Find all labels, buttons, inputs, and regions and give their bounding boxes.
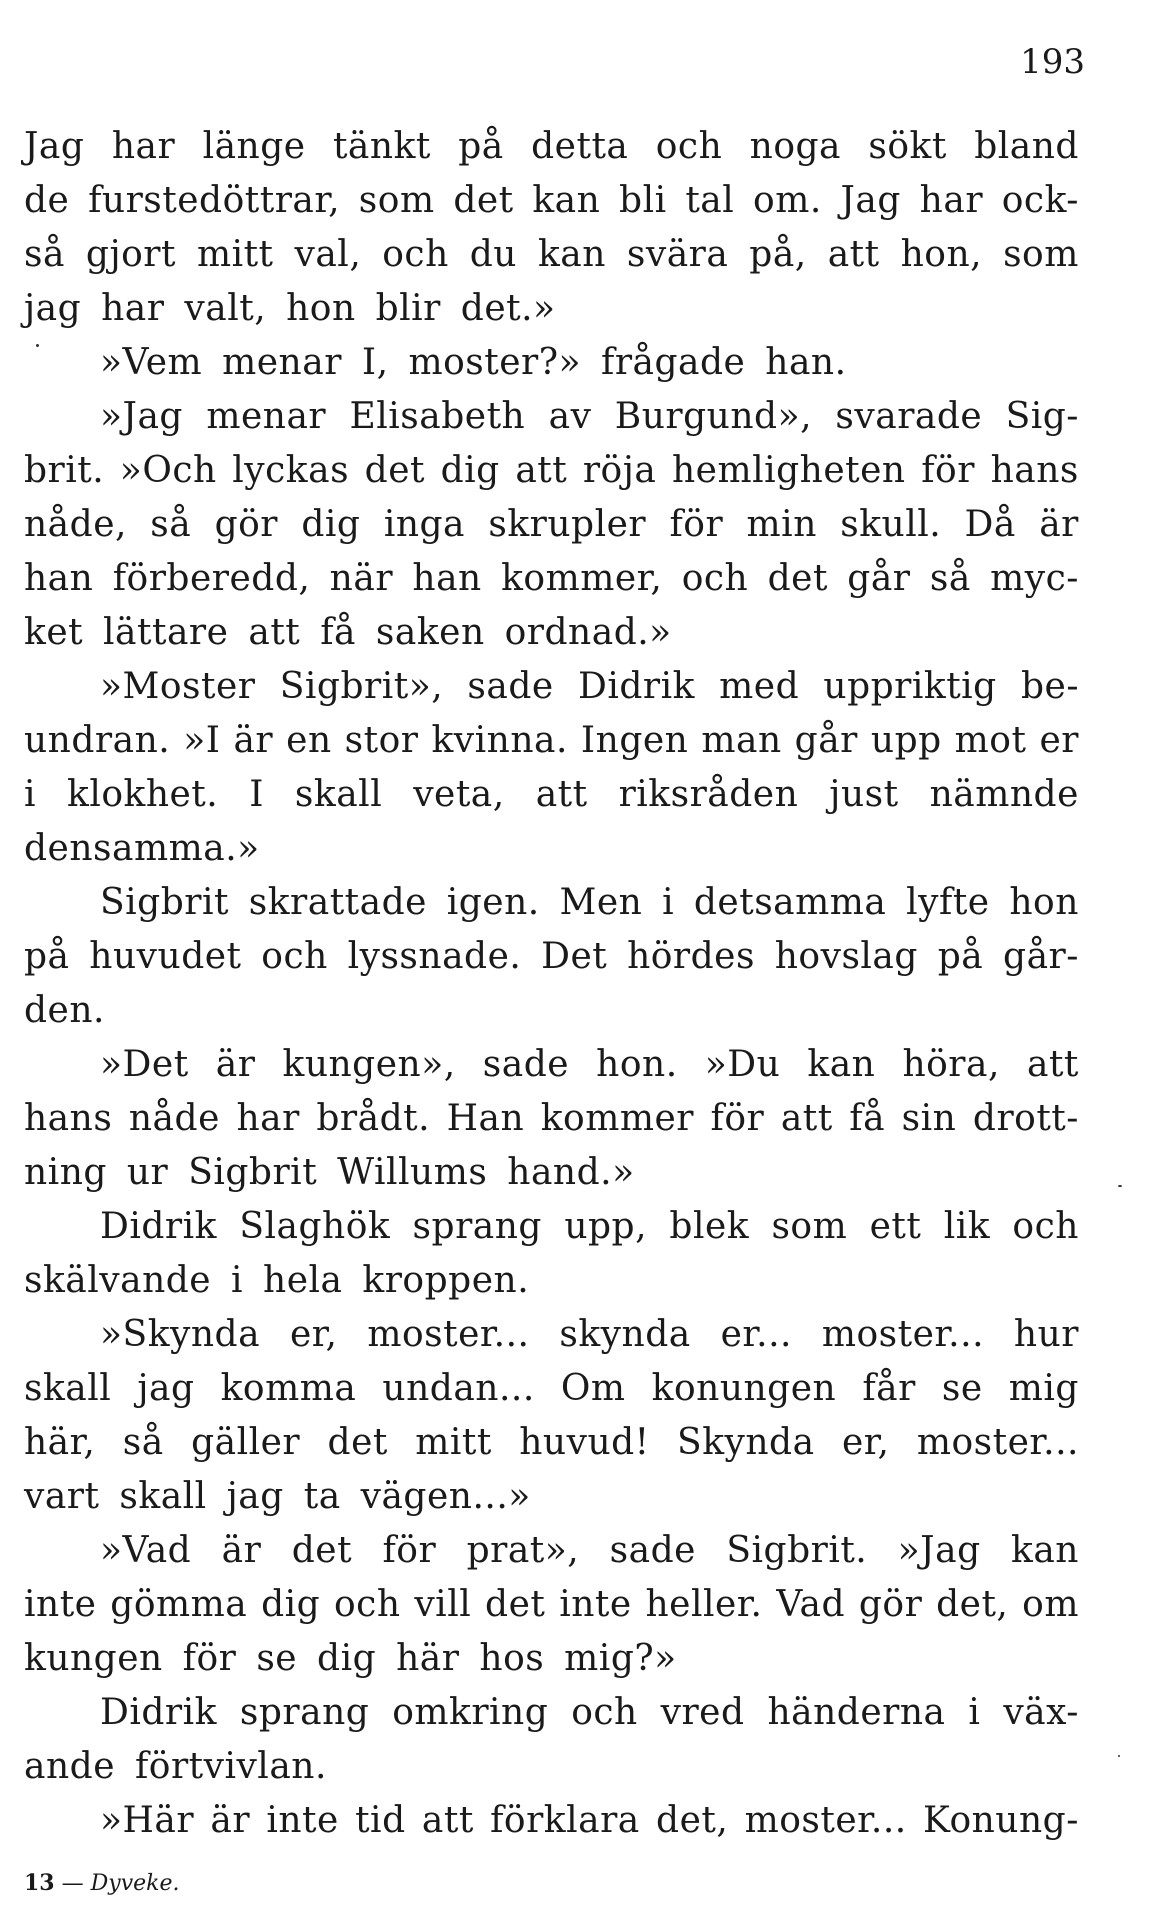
word: Sigbrit bbox=[100, 882, 229, 923]
word: röja bbox=[582, 450, 657, 491]
word: det, bbox=[656, 1800, 729, 1841]
word: på bbox=[24, 936, 70, 977]
word: »Och bbox=[119, 450, 217, 491]
scan-speck bbox=[36, 344, 39, 347]
word: »Det bbox=[100, 1044, 189, 1085]
printer-signature-mark: 13 bbox=[24, 1870, 55, 1896]
word: nämnde bbox=[929, 774, 1079, 815]
word: länge bbox=[202, 126, 306, 167]
word: Didrik bbox=[100, 1206, 217, 1247]
word: Jag bbox=[840, 180, 901, 221]
word: är bbox=[233, 720, 274, 761]
word: Konung- bbox=[923, 1800, 1079, 1841]
word: sökt bbox=[868, 126, 947, 167]
word: det bbox=[453, 180, 514, 221]
word: sprang bbox=[412, 1206, 542, 1247]
word: man bbox=[701, 720, 782, 761]
word: att bbox=[515, 450, 568, 491]
word: du bbox=[469, 234, 517, 275]
word: Om bbox=[560, 1368, 626, 1409]
page-number: 193 bbox=[1020, 42, 1085, 82]
word: sin bbox=[901, 1098, 957, 1139]
word: moster... bbox=[367, 1314, 530, 1355]
word: på, bbox=[749, 234, 807, 275]
line-text: jag har valt, hon blir det.» bbox=[24, 288, 556, 329]
word: det bbox=[485, 1584, 546, 1625]
word: Vad bbox=[776, 1584, 846, 1625]
word: som bbox=[358, 180, 435, 221]
word: att bbox=[1027, 1044, 1079, 1085]
word: moster... bbox=[916, 1422, 1079, 1463]
word: och bbox=[382, 234, 449, 275]
word: han bbox=[412, 558, 482, 599]
word: vred bbox=[660, 1692, 745, 1733]
word: huvudet bbox=[89, 936, 242, 977]
word: detta bbox=[531, 126, 629, 167]
word: gömma bbox=[110, 1584, 248, 1625]
word: av bbox=[548, 396, 592, 437]
word: gäller bbox=[191, 1422, 301, 1463]
word: och bbox=[1012, 1206, 1079, 1247]
word: så bbox=[24, 234, 65, 275]
word: gör bbox=[858, 1584, 923, 1625]
word: för bbox=[669, 504, 724, 545]
text-line bbox=[24, 228, 1079, 282]
word: prat», bbox=[466, 1530, 580, 1571]
word: kungen», bbox=[282, 1044, 456, 1085]
word: moster... bbox=[744, 1800, 907, 1841]
word: Sigbrit», bbox=[279, 666, 444, 707]
word: får bbox=[862, 1368, 916, 1409]
word: han bbox=[24, 558, 94, 599]
word: och bbox=[334, 1584, 401, 1625]
text-line bbox=[24, 714, 1079, 768]
word: går bbox=[847, 558, 911, 599]
text-line bbox=[24, 1578, 1079, 1632]
word: förberedd, bbox=[112, 558, 311, 599]
word: Ingen bbox=[580, 720, 689, 761]
word: Det bbox=[541, 936, 608, 977]
scan-speck bbox=[1118, 1185, 1122, 1187]
word: upp bbox=[870, 720, 942, 761]
text-line bbox=[24, 1308, 1079, 1362]
word: hovslag bbox=[774, 936, 918, 977]
text-line bbox=[24, 444, 1079, 498]
word: Elisabeth bbox=[349, 396, 526, 437]
word: Didrik bbox=[100, 1692, 217, 1733]
word: skull. bbox=[840, 504, 942, 545]
text-line bbox=[24, 174, 1079, 228]
word: förklara bbox=[490, 1800, 640, 1841]
word: så bbox=[122, 1422, 164, 1463]
word: det bbox=[291, 1530, 353, 1571]
word: sade bbox=[467, 666, 554, 707]
word: lik bbox=[943, 1206, 991, 1247]
word: moster... bbox=[821, 1314, 985, 1355]
word: komma bbox=[220, 1368, 357, 1409]
word: upp, bbox=[564, 1206, 648, 1247]
word: en bbox=[286, 720, 332, 761]
word: noga bbox=[749, 126, 842, 167]
text-line bbox=[24, 390, 1079, 444]
word: riksråden bbox=[618, 774, 799, 815]
body-text bbox=[24, 120, 1079, 1848]
text-line bbox=[24, 1794, 1079, 1848]
word: kommer, bbox=[501, 558, 663, 599]
word: omkring bbox=[392, 1692, 549, 1733]
word: skynda bbox=[559, 1314, 691, 1355]
text-line bbox=[24, 1740, 1079, 1794]
word: konungen bbox=[651, 1368, 837, 1409]
text-line bbox=[24, 336, 1079, 390]
word: kan bbox=[532, 180, 601, 221]
word: heller. bbox=[645, 1584, 763, 1625]
word: Han bbox=[446, 1098, 525, 1139]
word: inga bbox=[383, 504, 466, 545]
word: kan bbox=[537, 234, 606, 275]
word: lyssnade. bbox=[347, 936, 522, 977]
word: nåde bbox=[128, 1098, 220, 1139]
word: I bbox=[249, 774, 264, 815]
word: på bbox=[937, 936, 984, 977]
word: händerna bbox=[767, 1692, 946, 1733]
word: är bbox=[1039, 504, 1079, 545]
footer-book-title: Dyveke. bbox=[90, 1871, 180, 1896]
word: mitt bbox=[415, 1422, 492, 1463]
word: hon. bbox=[596, 1044, 678, 1085]
word: detsamma bbox=[693, 882, 887, 923]
word: veta, bbox=[413, 774, 505, 815]
word: här, bbox=[24, 1422, 96, 1463]
word: som bbox=[1003, 234, 1079, 275]
word: har bbox=[919, 180, 984, 221]
word: brådt. bbox=[316, 1098, 431, 1139]
text-line bbox=[24, 1524, 1079, 1578]
line-text: den. bbox=[24, 990, 105, 1031]
text-line bbox=[24, 1200, 1079, 1254]
word: och bbox=[261, 936, 328, 977]
word: skrupler bbox=[488, 504, 647, 545]
line-text: vart skall jag ta vägen...» bbox=[24, 1476, 531, 1517]
word: hördes bbox=[627, 936, 755, 977]
word: brit. bbox=[24, 450, 105, 491]
word: »Här bbox=[100, 1800, 195, 1841]
word: »Vad bbox=[100, 1530, 192, 1571]
word: i bbox=[968, 1692, 981, 1733]
word: Burgund», bbox=[614, 396, 813, 437]
word: hur bbox=[1013, 1314, 1079, 1355]
word: lyckas bbox=[232, 450, 350, 491]
text-line bbox=[24, 498, 1079, 552]
word: klokhet. bbox=[67, 774, 219, 815]
word: uppriktig bbox=[823, 666, 997, 707]
word: sade bbox=[609, 1530, 696, 1571]
word: om. bbox=[753, 180, 822, 221]
word: Sig- bbox=[1005, 396, 1079, 437]
word: och bbox=[571, 1692, 638, 1733]
word: att bbox=[827, 234, 880, 275]
word: huvud! bbox=[519, 1422, 650, 1463]
text-line bbox=[24, 660, 1079, 714]
word: så bbox=[150, 504, 192, 545]
line-text: kungen för se dig här hos mig?» bbox=[24, 1638, 677, 1679]
word: val, bbox=[294, 234, 362, 275]
word: för bbox=[921, 450, 975, 491]
line-text: skälvande i hela kroppen. bbox=[24, 1260, 530, 1301]
word: det, bbox=[936, 1584, 1009, 1625]
footer-dash: — bbox=[61, 1871, 84, 1896]
word: som bbox=[771, 1206, 848, 1247]
word: er, bbox=[841, 1422, 890, 1463]
text-line bbox=[24, 1686, 1079, 1740]
word: mig bbox=[1008, 1368, 1079, 1409]
text-line bbox=[24, 1254, 1079, 1308]
word: Didrik bbox=[577, 666, 695, 707]
word: menar bbox=[206, 396, 327, 437]
word: för bbox=[382, 1530, 437, 1571]
text-line bbox=[24, 930, 1079, 984]
text-line bbox=[24, 822, 1079, 876]
word: hemligheten bbox=[671, 450, 906, 491]
word: Slaghök bbox=[239, 1206, 391, 1247]
text-line bbox=[24, 606, 1079, 660]
word: kan bbox=[807, 1044, 876, 1085]
word: inte bbox=[24, 1584, 97, 1625]
scan-speck bbox=[1118, 1755, 1120, 1757]
word: har bbox=[236, 1098, 300, 1139]
word: stor bbox=[344, 720, 419, 761]
word: »I bbox=[183, 720, 221, 761]
word: myc- bbox=[990, 558, 1079, 599]
word: furstedöttrar, bbox=[88, 180, 341, 221]
text-line bbox=[24, 1632, 1079, 1686]
word: igen. bbox=[446, 882, 540, 923]
word: har bbox=[111, 126, 176, 167]
word: när bbox=[329, 558, 394, 599]
word: skall bbox=[24, 1368, 112, 1409]
word: svära bbox=[626, 234, 729, 275]
word: tid bbox=[355, 1800, 406, 1841]
word: så bbox=[929, 558, 971, 599]
line-text: densamma.» bbox=[24, 828, 260, 869]
word: och bbox=[681, 558, 749, 599]
text-line bbox=[24, 768, 1079, 822]
word: sprang bbox=[239, 1692, 370, 1733]
word: sade bbox=[482, 1044, 570, 1085]
word: vill bbox=[414, 1584, 472, 1625]
word: hon, bbox=[900, 234, 983, 275]
word: just bbox=[829, 774, 899, 815]
word: drott- bbox=[972, 1098, 1079, 1139]
word: är bbox=[221, 1530, 262, 1571]
word: Sigbrit. bbox=[726, 1530, 868, 1571]
text-line bbox=[24, 282, 1079, 336]
word: er bbox=[1039, 720, 1079, 761]
word: dig bbox=[301, 504, 361, 545]
word: bland bbox=[974, 126, 1079, 167]
word: kan bbox=[1011, 1530, 1079, 1571]
word: mot bbox=[954, 720, 1027, 761]
word: se bbox=[941, 1368, 983, 1409]
text-line bbox=[24, 1092, 1079, 1146]
footer-signature-line bbox=[24, 1868, 179, 1899]
word: min bbox=[746, 504, 817, 545]
word: hans bbox=[24, 1098, 113, 1139]
word: på bbox=[458, 126, 504, 167]
word: kommer bbox=[540, 1098, 694, 1139]
word: att bbox=[780, 1098, 833, 1139]
word: dig bbox=[261, 1584, 321, 1625]
word: lyfte bbox=[906, 882, 990, 923]
word: är bbox=[215, 1044, 256, 1085]
word: Jag bbox=[24, 126, 85, 167]
word: det bbox=[767, 558, 828, 599]
line-text: ning ur Sigbrit Willums hand.» bbox=[24, 1152, 635, 1193]
word: »Jag bbox=[897, 1530, 981, 1571]
word: ock- bbox=[1001, 180, 1079, 221]
word: och bbox=[655, 126, 723, 167]
word: hans bbox=[990, 450, 1079, 491]
word: nåde, bbox=[24, 504, 127, 545]
word: få bbox=[849, 1098, 886, 1139]
word: er, bbox=[289, 1314, 338, 1355]
word: mitt bbox=[196, 234, 274, 275]
word: bli bbox=[619, 180, 667, 221]
word: Skynda bbox=[677, 1422, 815, 1463]
text-line bbox=[24, 876, 1079, 930]
word: »Du bbox=[704, 1044, 781, 1085]
word: svarade bbox=[835, 396, 983, 437]
word: i bbox=[662, 882, 675, 923]
word: »Moster bbox=[100, 666, 256, 707]
word: skall bbox=[294, 774, 383, 815]
word: går bbox=[794, 720, 858, 761]
line-text: ande förtvivlan. bbox=[24, 1746, 327, 1787]
word: jag bbox=[137, 1368, 195, 1409]
word: Men bbox=[559, 882, 643, 923]
text-line bbox=[24, 1038, 1079, 1092]
word: blek bbox=[669, 1206, 750, 1247]
word: om bbox=[1022, 1584, 1079, 1625]
word: det bbox=[327, 1422, 388, 1463]
word: för bbox=[710, 1098, 765, 1139]
word: kvinna. bbox=[431, 720, 568, 761]
word: de bbox=[24, 180, 70, 221]
word: det bbox=[364, 450, 425, 491]
text-line bbox=[24, 552, 1079, 606]
word: ett bbox=[869, 1206, 922, 1247]
word: att bbox=[421, 1800, 474, 1841]
word: med bbox=[719, 666, 800, 707]
word: er... bbox=[720, 1314, 792, 1355]
word: undran. bbox=[24, 720, 171, 761]
word: gjort bbox=[85, 234, 176, 275]
word: be- bbox=[1020, 666, 1079, 707]
word: inte bbox=[559, 1584, 632, 1625]
word: tänkt bbox=[332, 126, 431, 167]
line-text: »Vem menar I, moster?» frågade han. bbox=[100, 342, 847, 383]
word: i bbox=[24, 774, 37, 815]
word: höra, bbox=[902, 1044, 1000, 1085]
line-text: ket lättare att få saken ordnad.» bbox=[24, 612, 672, 653]
text-line bbox=[24, 984, 1079, 1038]
word: inte bbox=[266, 1800, 339, 1841]
word: väx- bbox=[1003, 1692, 1079, 1733]
word: skrattade bbox=[248, 882, 427, 923]
word: dig bbox=[440, 450, 500, 491]
text-line bbox=[24, 1362, 1079, 1416]
word: »Jag bbox=[100, 396, 183, 437]
word: tal bbox=[685, 180, 735, 221]
word: Då bbox=[964, 504, 1016, 545]
word: undan... bbox=[382, 1368, 535, 1409]
word: är bbox=[210, 1800, 251, 1841]
word: att bbox=[535, 774, 588, 815]
word: gör bbox=[214, 504, 279, 545]
word: hon bbox=[1009, 882, 1079, 923]
text-line bbox=[24, 1470, 1079, 1524]
text-line bbox=[24, 1416, 1079, 1470]
word: går- bbox=[1003, 936, 1079, 977]
text-line bbox=[24, 120, 1079, 174]
text-line bbox=[24, 1146, 1079, 1200]
word: »Skynda bbox=[100, 1314, 261, 1355]
